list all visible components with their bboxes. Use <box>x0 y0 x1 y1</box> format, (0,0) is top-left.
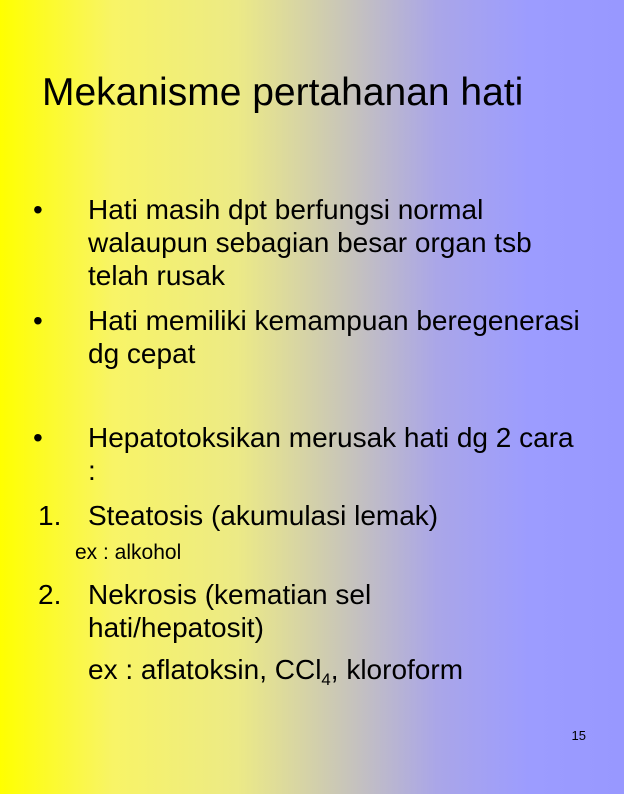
example-prefix: ex : aflatoksin, CCl <box>88 654 322 685</box>
bullet-marker: • <box>33 194 43 225</box>
bullet-marker: • <box>33 422 43 453</box>
bullet-text: Hati memiliki kemampuan beregenerasi dg cepat <box>88 305 580 369</box>
numbered-text: Steatosis (akumulasi lemak) <box>88 500 439 531</box>
bullet-text: Hepatotoksikan merusak hati dg 2 cara : <box>88 422 574 486</box>
bullet-text: Hati masih dpt berfungsi normal walaupun sebagian besar organ tsb telah rusak <box>88 194 532 291</box>
bullet-marker: • <box>33 305 43 336</box>
example-text <box>88 653 588 689</box>
slide-title: Mekanisme pertahanan hati <box>42 71 524 114</box>
number-marker: 2. <box>38 579 62 610</box>
example-suffix: , kloroform <box>330 654 464 685</box>
page-number: 15 <box>571 728 586 743</box>
example-text: ex : alkohol <box>75 541 182 564</box>
subscript-4: 4 <box>321 669 331 689</box>
number-marker: 1. <box>38 500 62 531</box>
numbered-text: Nekrosis (kematian sel hati/hepatosit) <box>88 579 372 643</box>
